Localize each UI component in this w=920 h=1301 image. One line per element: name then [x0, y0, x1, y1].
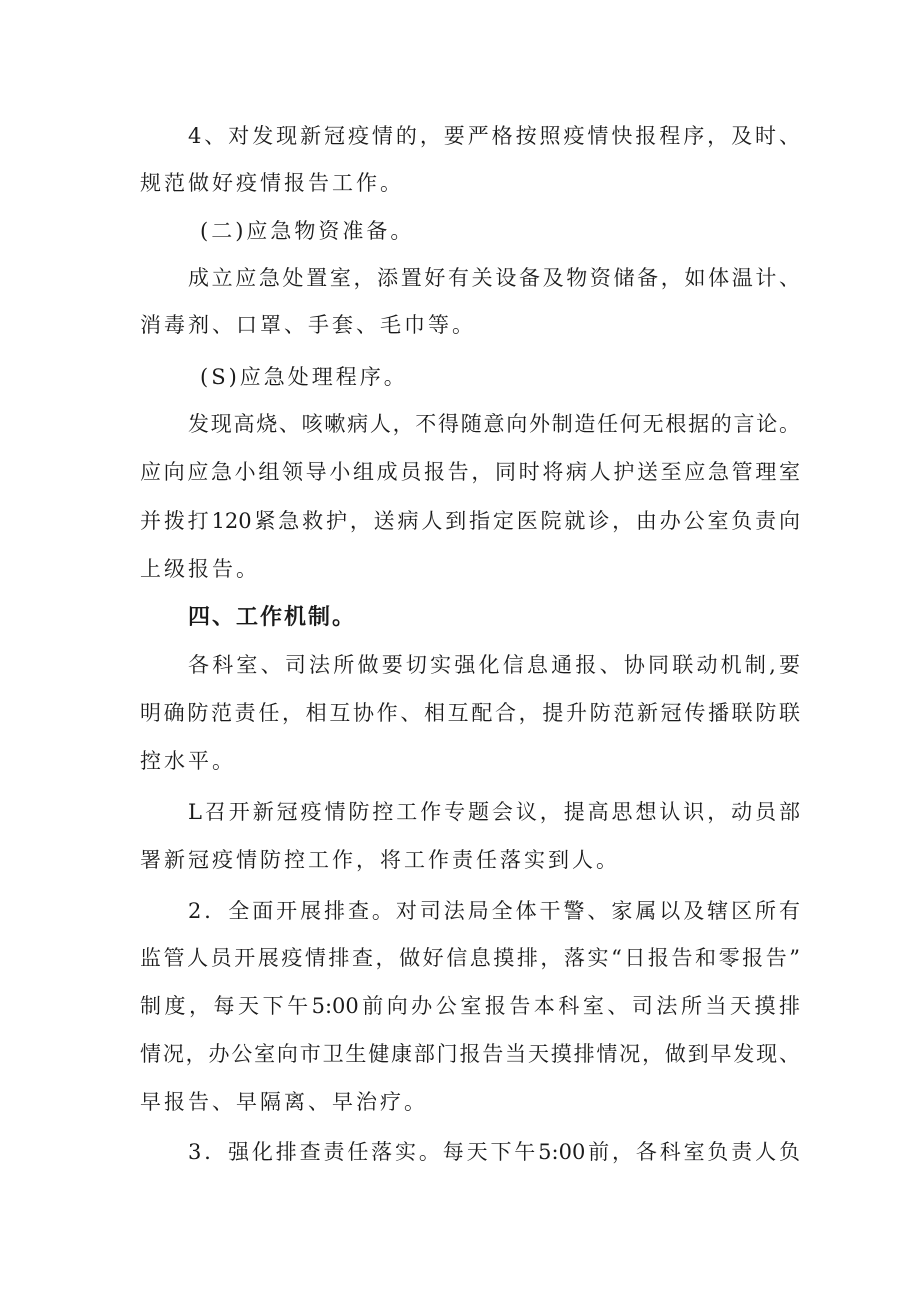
- text-line-4: 成立应急处置室，添置好有关设备及物资储备，如体温计、: [188, 266, 800, 290]
- text-line-2: 规范做好疫情报告工作。: [140, 171, 404, 195]
- section-heading-4: 四、工作机制。: [188, 605, 357, 630]
- text-line-14: 控水平。: [140, 749, 236, 773]
- text-line-8: 应向应急小组领导小组成员报告，同时将病人护送至应急管理室: [140, 460, 800, 484]
- text-line-12: 各科室、司法所做要切实强化信息通报、协同联动机制,要: [188, 653, 800, 677]
- section-subtitle-3: (S)应急处理程序。: [200, 365, 408, 389]
- text-line-13: 明确防范责任，相互协作、相互配合，提升防范新冠传播联防联: [140, 701, 800, 725]
- text-line-20: 情况，办公室向市卫生健康部门报告当天摸排情况，做到早发现、: [140, 1042, 800, 1066]
- text-line-7: 发现高烧、咳嗽病人，不得随意向外制造任何无根据的言论。: [188, 412, 800, 436]
- text-line-9: 并拨打120紧急救护，送病人到指定医院就诊，由办公室负责向: [140, 509, 800, 533]
- text-line-1: 4、对发现新冠疫情的，要严格按照疫情快报程序，及时、: [188, 124, 800, 148]
- text-line-19: 制度，每天下午5:00前向办公室报告本科室、司法所当天摸排: [140, 994, 800, 1018]
- text-line-21: 早报告、早隔离、早治疗。: [140, 1090, 428, 1114]
- text-line-16: 署新冠疫情防控工作，将工作责任落实到人。: [140, 848, 620, 872]
- text-line-17: 2．全面开展排查。对司法局全体干警、家属以及辖区所有: [188, 899, 800, 923]
- text-line-10: 上级报告。: [140, 557, 260, 581]
- text-line-22: 3．强化排查责任落实。每天下午5:00前，各科室负责人负: [188, 1140, 800, 1164]
- section-subtitle-2: (二)应急物资准备。: [200, 219, 415, 243]
- text-line-15: L召开新冠疫情防控工作专题会议，提高思想认识，动员部: [188, 800, 800, 824]
- text-line-18: 监管人员开展疫情排查，做好信息摸排，落实“日报告和零报告”: [140, 946, 800, 970]
- text-line-5: 消毒剂、口罩、手套、毛巾等。: [140, 313, 476, 337]
